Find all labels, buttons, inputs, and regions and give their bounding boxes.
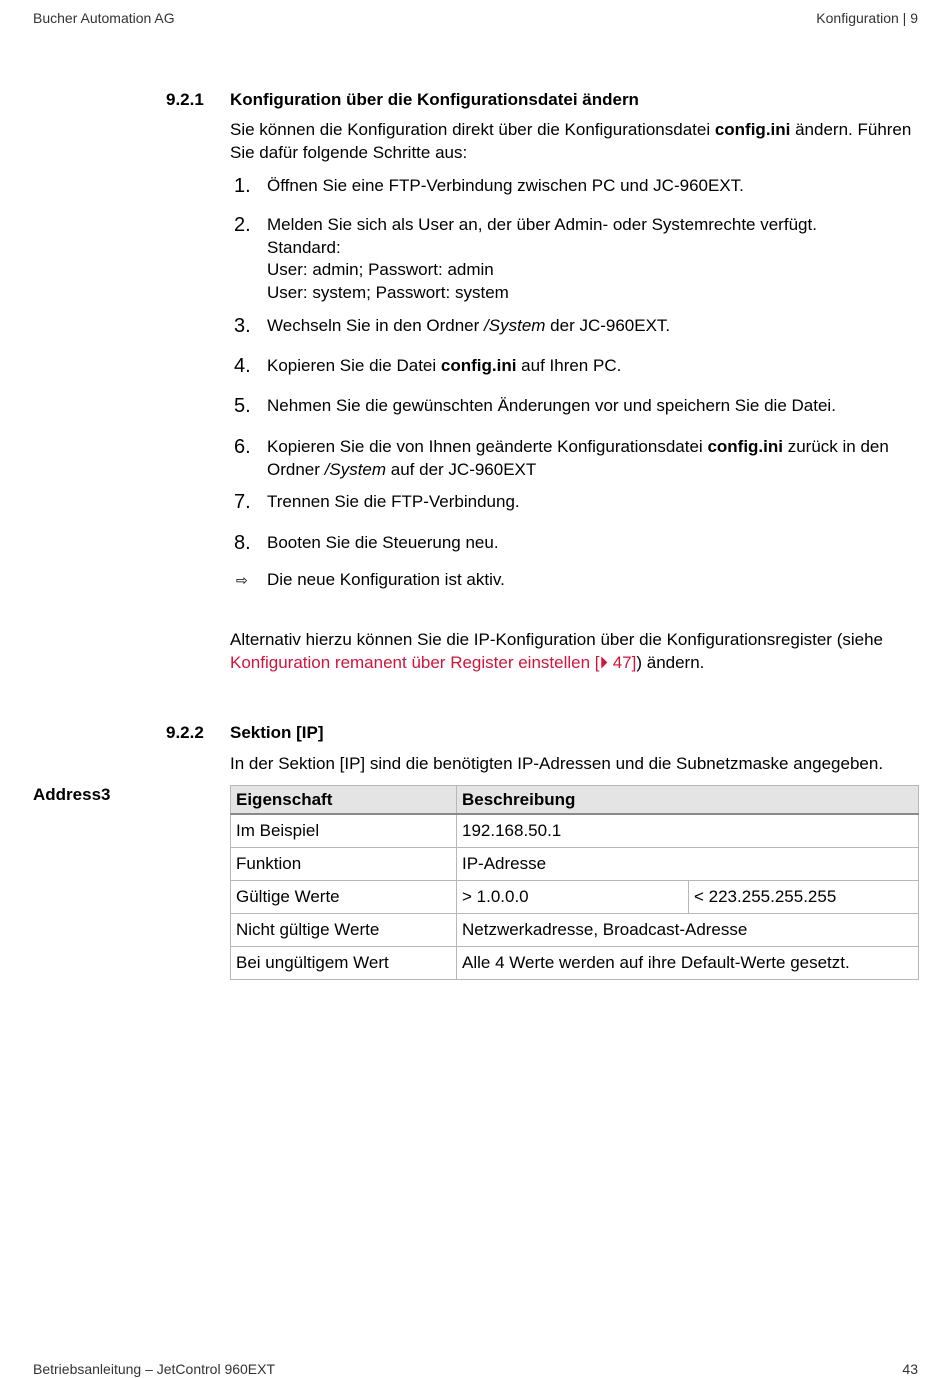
section-intro: In der Sektion [IP] sind die benötigten IP-Adressen und die Subnetzmaske angegeben. (230, 754, 884, 773)
section-number: 9.2.1 (166, 90, 204, 109)
table-cell-value: Alle 4 Werte werden auf ihre Default-Werte gesetzt. (457, 947, 919, 980)
table-cell-property: Funktion (231, 848, 457, 881)
step-text: Öffnen Sie eine FTP-Verbindung zwischen PC und JC-960EXT. (267, 176, 744, 195)
property-table (230, 785, 919, 980)
alternative-paragraph: Alternativ hierzu können Sie die IP-Konfiguration über die Konfigurationsregister (siehe Konfiguration remanent über Register einstellen [⏵ 47]) ändern. (230, 630, 883, 672)
table-cell-property: Im Beispiel (231, 814, 457, 848)
table-cell-property: Nicht gültige Werte (231, 914, 457, 947)
header-chapter: Konfiguration | 9 (816, 10, 918, 26)
step-number: 3. (234, 315, 251, 337)
folder-path: /System (484, 316, 546, 335)
step-text: Trennen Sie die FTP-Verbindung. (267, 492, 520, 511)
step-number: 7. (234, 491, 251, 513)
step-text: Wechseln Sie in den Ordner /System der JC-960EXT. (267, 316, 671, 335)
section-title: Konfiguration über die Konfigurationsdatei ändern (230, 90, 639, 109)
table-header-row (231, 786, 919, 815)
table-cell-property: Gültige Werte (231, 881, 457, 914)
step-text: Kopieren Sie die Datei config.ini auf Ihren PC. (267, 356, 622, 375)
table-row (231, 814, 919, 848)
parameter-name: Address3 (33, 785, 111, 804)
table-row (231, 914, 919, 947)
section-number: 9.2.2 (166, 723, 204, 742)
header-company: Bucher Automation AG (33, 10, 175, 26)
section-intro: Sie können die Konfiguration direkt über die Konfigurationsdatei config.ini ändern. Führen Sie dafür folgende Schritte aus: (230, 120, 912, 162)
step-number: 1. (234, 175, 251, 197)
table-row (231, 947, 919, 980)
step-text: Melden Sie sich als User an, der über Admin- oder Systemrechte verfügt. Standard: User: admin; Passwort: admin User: system; Passwort: system (267, 215, 817, 302)
table-cell-max: < 223.255.255.255 (689, 881, 919, 914)
step-text: Booten Sie die Steuerung neu. (267, 533, 499, 552)
step-number: 4. (234, 355, 251, 377)
filename-config-ini: config.ini (440, 356, 517, 375)
table-cell-min: > 1.0.0.0 (457, 881, 689, 914)
step-number: 6. (234, 436, 251, 458)
footer-page-number: 43 (902, 1361, 918, 1377)
step-text: Kopieren Sie die von Ihnen geänderte Konfigurationsdatei config.ini zurück in den Ordner /System auf der JC-960EXT (267, 437, 889, 479)
result-arrow-icon: ⇨ (236, 572, 248, 588)
filename-config-ini: config.ini (707, 437, 783, 456)
cross-reference-link[interactable]: Konfiguration remanent über Register einstellen [⏵ 47] (230, 652, 637, 672)
section-title: Sektion [IP] (230, 723, 324, 742)
step-number: 5. (234, 395, 251, 417)
table-cell-value: Netzwerkadresse, Broadcast-Adresse (457, 914, 919, 947)
step-number: 8. (234, 532, 251, 554)
filename-config-ini: config.ini (714, 120, 791, 139)
table-row (231, 881, 919, 914)
table-cell-value: IP-Adresse (457, 848, 919, 881)
column-header: Beschreibung (457, 786, 919, 815)
table-row (231, 848, 919, 881)
step-text: Nehmen Sie die gewünschten Änderungen vor und speichern Sie die Datei. (267, 396, 836, 415)
result-text: Die neue Konfiguration ist aktiv. (267, 570, 505, 589)
step-number: 2. (234, 214, 251, 236)
table-cell-value: 192.168.50.1 (457, 814, 919, 848)
footer-document-title: Betriebsanleitung – JetControl 960EXT (33, 1361, 276, 1377)
folder-path: /System (324, 459, 387, 479)
column-header: Eigenschaft (231, 786, 457, 815)
table-cell-property: Bei ungültigem Wert (231, 947, 457, 980)
